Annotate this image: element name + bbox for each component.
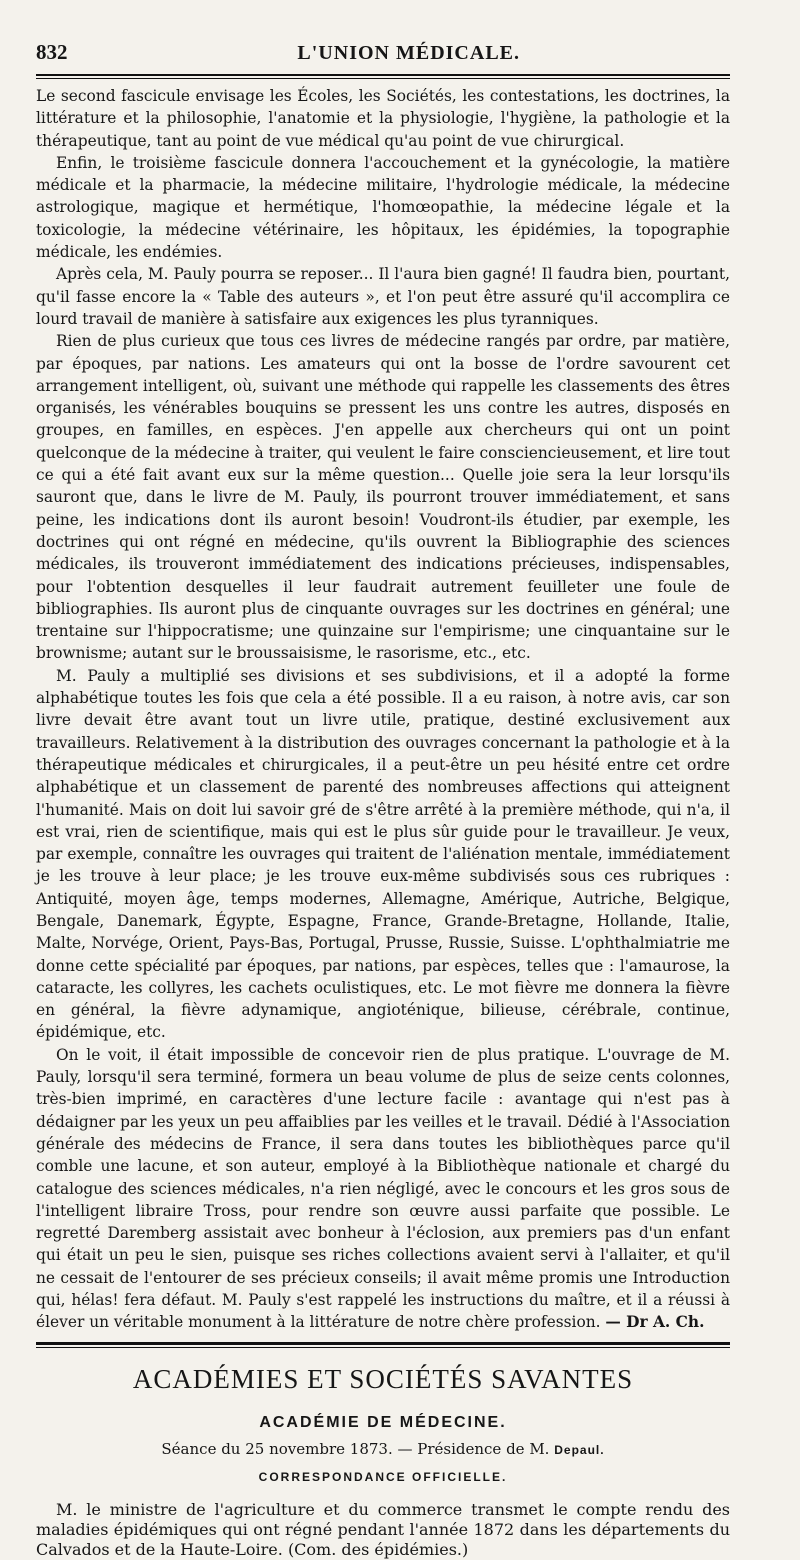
page-number: 832 (36, 40, 68, 64)
correspondence-heading: CORRESPONDANCE OFFICIELLE. (258, 1469, 508, 1484)
page-header (36, 40, 730, 70)
article-signature: — Dr A. Ch. (605, 1313, 705, 1332)
academy-title: ACADÉMIE DE MÉDECINE. (259, 1413, 507, 1431)
article-paragraph: Après cela, M. Pauly pourra se reposer... Il l'aura bien gagné! Il faudra bien, pourtant, qu'il fasse encore la « Table des auteurs », et l'on peut être assuré qu'il accomplira ce lourd travail de manière à satisfaire aux exigences les plus tyranniques. (36, 265, 730, 328)
section-rule (36, 1342, 730, 1348)
journal-page (36, 40, 730, 1560)
president-name: Depaul. (554, 1442, 605, 1457)
correspondence-body (36, 1500, 730, 1560)
seance-text: Séance du 25 novembre 1873. — Présidence de M. (161, 1439, 550, 1458)
article-body (36, 85, 730, 1334)
seance-line (36, 1440, 730, 1458)
running-title: L'UNION MÉDICALE. (297, 42, 520, 64)
correspondence-paragraph: M. le ministre de l'agriculture et du commerce transmet le compte rendu des maladies épidémiques qui ont régné pendant l'année 1872 dans les départements du Calvados et de la Haute-Loire. (Com. des épidémies.) (36, 1499, 730, 1559)
article-paragraph: Le second fascicule envisage les Écoles, les Sociétés, les contestations, les doctrines, la littérature et la philosophie, l'anatomie et la physiologie, l'hygiène, la pathologie et la thérapeutique, tant au point de vue médical qu'au point de vue chirurgical. (36, 87, 730, 150)
article-paragraph: Enfin, le troisième fascicule donnera l'accouchement et la gynécologie, la matière médicale et la pharmacie, la médecine militaire, l'hydrologie médicale, la médecine astrologique, magique et hermétique, l'homœopathie, la médecine légale et la toxicologie, la médecine vétérinaire, les hôpitaux, les épidémies, la topographie médicale, les endémies. (36, 153, 730, 262)
article-paragraph-last (36, 1044, 730, 1334)
section-title: ACADÉMIES ET SOCIÉTÉS SAVANTES (132, 1363, 634, 1394)
article-paragraph: Rien de plus curieux que tous ces livres de médecine rangés par ordre, par matière, par époques, par nations. Les amateurs qui ont la bosse de l'ordre savourent cet arrangement intelligent, où, suivant une méthode qui rappelle les classements des êtres organisés, les vénérables bouquins se pressent les uns contre les autres, disposés en groupes, en familles, en espèces. J'en appelle aux chercheurs qui ont un point quelconque de la médecine à traiter, qui veulent le faire consciencieusement, et lire tout ce qui a été fait avant eux sur la même question... Quelle joie sera la leur lorsqu'ils sauront que, dans le livre de M. Pauly, ils pourront trouver immédiatement, et sans peine, les indications dont ils auront besoin! Voudront-ils étudier, par exemple, les doctrines qui ont régné en médecine, qu'ils ouvrent la Bibliographie des sciences médicales, ils trouveront immédiatement des indications précieuses, indispensables, pour l'obtention desquelles il leur faudrait autrement feuilleter une foule de bibliographies. Ils auront plus de cinquante ouvrages sur les doctrines en général; une trentaine sur l'hippocratisme; une quinzaine sur l'empirisme; une cinquantaine sur le brownisme; autant sur le broussaisisme, le rasorisme, etc., etc. (36, 332, 730, 663)
header-rule (36, 74, 730, 79)
article-paragraph: M. Pauly a multiplié ses divisions et ses subdivisions, et il a adopté la forme alphabétique toutes les fois que cela a été possible. Il a eu raison, à notre avis, car son livre devait être avant tout un livre utile, pratique, destiné exclusivement aux travailleurs. Relativement à la distribution des ouvrages concernant la pathologie et à la thérapeutique médicales et chirurgicales, il a peut-être un peu hésité entre cet ordre alphabétique et un classement de parenté des nombreuses affections qui atteignent l'humanité. Mais on doit lui savoir gré de s'être arrêté à la première méthode, qui n'a, il est vrai, rien de scientifique, mais qui est le plus sûr guide pour le travailleur. Je veux, par exemple, connaître les ouvrages qui traitent de l'aliénation mentale, immédiatement je les trouve à leur place; je les trouve eux-même subdivisés sous ces rubriques : Antiquité, moyen âge, temps modernes, Allemagne, Amérique, Autriche, Belgique, Bengale, Danemark, Égypte, Espagne, France, Grande-Bretagne, Hollande, Italie, Malte, Norvége, Orient, Pays-Bas, Portugal, Prusse, Russie, Suisse. L'ophthalmiatrie me donne cette spécialité par époques, par nations, par espèces, telles que : l'amaurose, la cataracte, les collyres, les cachets oculistiques, etc. Le mot fièvre me donnera la fièvre en général, la fièvre adynamique, angioténique, bilieuse, cérébrale, continue, épidémique, etc. (36, 666, 730, 1042)
article-paragraph-text: On le voit, il était impossible de concevoir rien de plus pratique. L'ouvrage de M. Pauly, lorsqu'il sera terminé, formera un beau volume de plus de seize cents colonnes, très-bien imprimé, en caractères d'une lecture facile : avantage qui n'est pas à dédaigner par les yeux un peu affaiblies par les veilles et le travail. Dédié à l'Association générale des médecins de France, il sera dans toutes les bibliothèques parce qu'il comble une lacune, et son auteur, employé à la Bibliothèque nationale et chargé du catalogue des sciences médicales, n'a rien négligé, avec le concours et les gros sous de l'intelligent libraire Tross, pour rendre son œuvre aussi parfaite que possible. Le regretté Daremberg assistait avec bonheur à l'éclosion, aux premiers pas d'un enfant qui était un peu le sien, puisque ses riches collections avaient servi à l'allaiter, et qu'il ne cessait de l'entourer de ses précieux conseils; il avait même promis une Introduction qui, hélas! fera défaut. M. Pauly s'est rappelé les instructions du maître, et il a réussi à élever un véritable monument à la littérature de notre chère profession. (36, 1045, 730, 1332)
